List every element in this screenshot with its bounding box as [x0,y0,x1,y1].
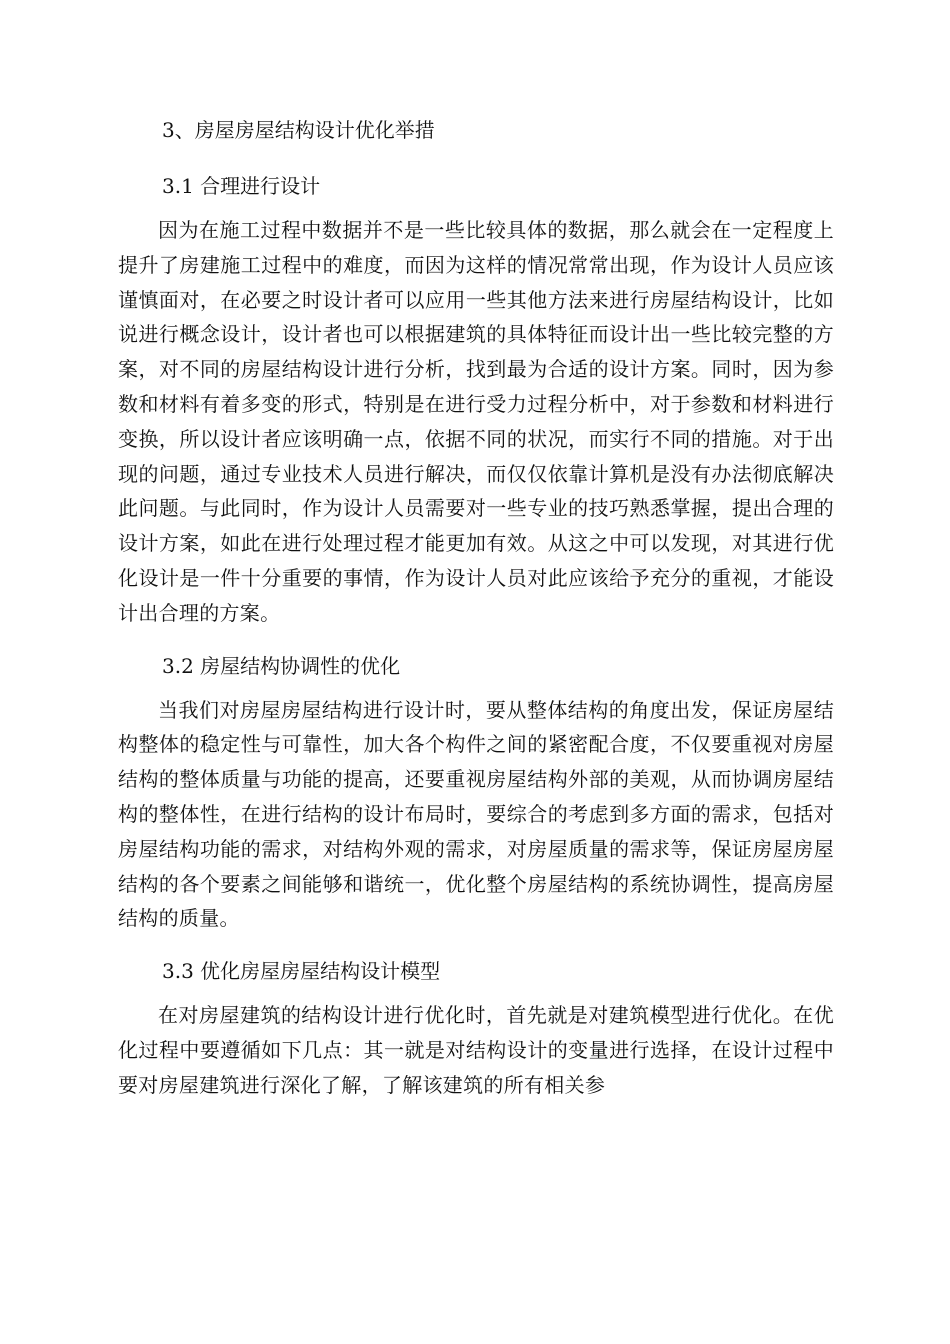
section-3-2-body: 当我们对房屋房屋结构进行设计时，要从整体结构的角度出发，保证房屋结构整体的稳定性与可靠性，加大各个构件之间的紧密配合度，不仅要重视对房屋结构的整体质量与功能的提高，还要重视房屋结构外部的美观，从而协调房屋结构的整体性，在进行结构的设计布局时，要综合的考虑到多方面的需求，包括对房屋结构功能的需求，对结构外观的需求，对房屋质量的需求等，保证房屋房屋结构的各个要素之间能够和谐统一，优化整个房屋结构的系统协调性，提高房屋结构的质量。 [118,697,834,931]
section-3-title: 3、房屋房屋结构设计优化举措 [162,118,435,142]
section-3-3-body: 在对房屋建筑的结构设计进行优化时，首先就是对建筑模型进行优化。在优化过程中要遵循如下几点：其一就是对结构设计的变量进行选择，在设计过程中要对房屋建筑进行深化了解，了解该建筑的所有相关参 [118,1003,834,1097]
section-3-1-body: 因为在施工过程中数据并不是一些比较具体的数据，那么就会在一定程度上提升了房建施工过程中的难度，而因为这样的情况常常出现，作为设计人员应该谨慎面对，在必要之时设计者可以应用一些其他方法来进行房屋结构设计，比如说进行概念设计，设计者也可以根据建筑的具体特征而设计出一些比较完整的方案，对不同的房屋结构设计进行分析，找到最为合适的设计方案。同时，因为参数和材料有着多变的形式，特别是在进行受力过程分析中，对于参数和材料进行变换，所以设计者应该明确一点，依据不同的状况，而实行不同的措施。对于出现的问题，通过专业技术人员进行解决，而仅仅依靠计算机是没有办法彻底解决此问题。与此同时，作为设计人员需要对一些专业的技巧熟悉掌握，提出合理的设计方案，如此在进行处理过程才能更加有效。从这之中可以发现，对其进行优化设计是一件十分重要的事情，作为设计人员对此应该给予充分的重视，才能设计出合理的方案。 [118,218,834,625]
document-page [118,109,834,1103]
section-3-3-title: 3.3 优化房屋房屋结构设计模型 [162,959,441,984]
section-3-2-title: 3.2 房屋结构协调性的优化 [162,653,401,678]
section-3-1-title: 3.1 合理进行设计 [162,174,321,198]
